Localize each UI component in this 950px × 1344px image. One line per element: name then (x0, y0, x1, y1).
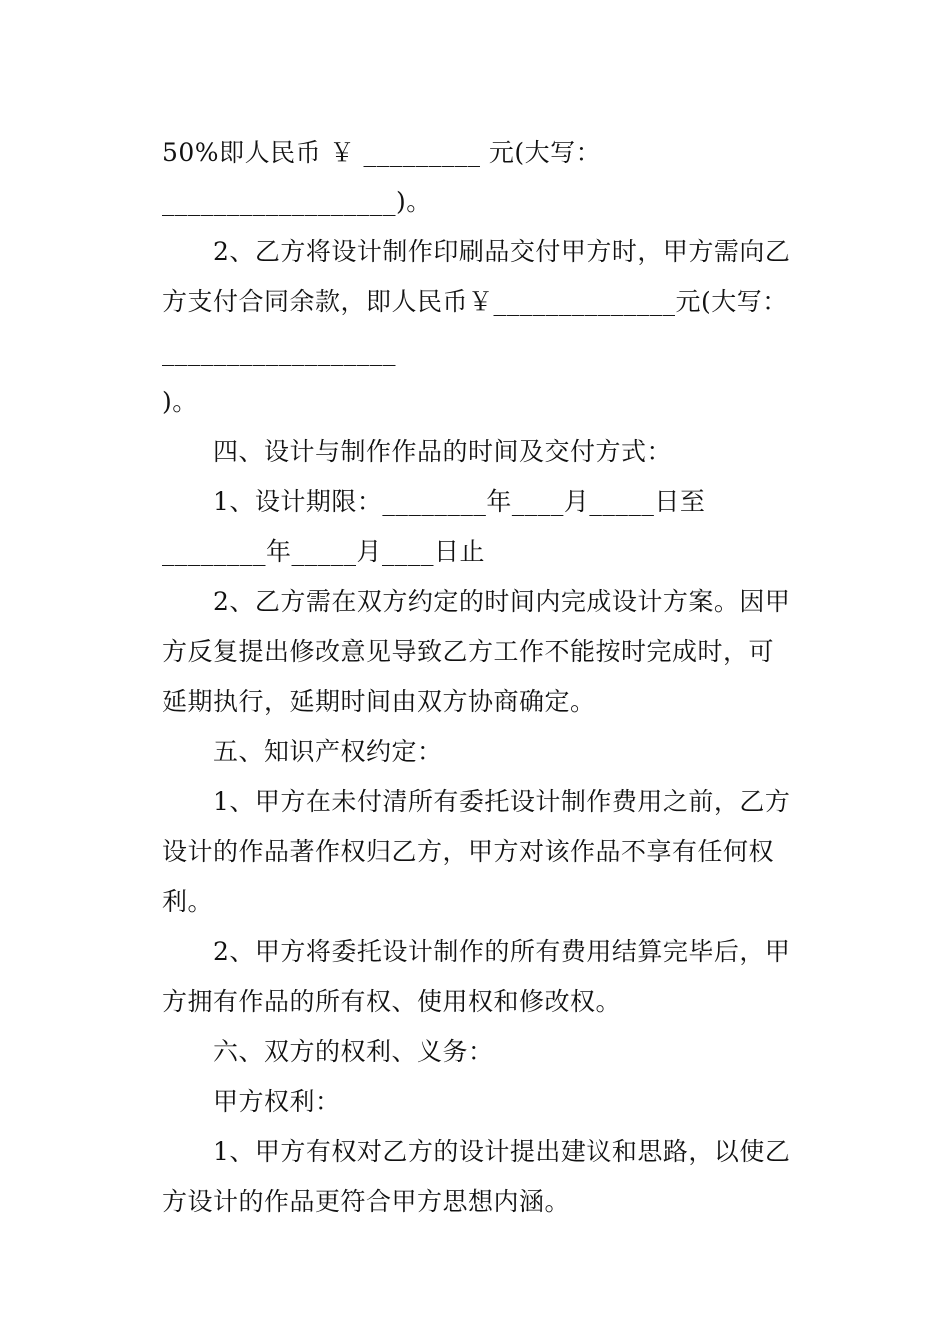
text-line-payment-50pct: 50%即人民币 ￥ _________ 元(大写： (162, 138, 602, 167)
text-line-amount-words-2: __________________ (162, 337, 396, 366)
text-line-clause-5-1b: 设计的作品著作权归乙方，甲方对该作品不享有任何权 (162, 837, 775, 866)
text-line-rights-1a: 1、甲方有权对乙方的设计提出建议和思路，以使乙 (213, 1137, 791, 1166)
text-line-close-paren: )。 (162, 387, 198, 416)
text-line-clause-4-2b: 方反复提出修改意见导致乙方工作不能按时完成时，可 (162, 637, 775, 666)
text-line-design-period-a: 1、设计期限：________年____月_____日至 (213, 487, 706, 516)
section-heading-4: 四、设计与制作作品的时间及交付方式： (213, 437, 673, 466)
text-line-clause-4-2a: 2、乙方需在双方约定的时间内完成设计方案。因甲 (213, 587, 791, 616)
text-line-clause-4-2c: 延期执行，延期时间由双方协商确定。 (162, 687, 596, 716)
text-line-clause-5-1a: 1、甲方在未付清所有委托设计制作费用之前，乙方 (213, 787, 791, 816)
text-line-amount-words-1: __________________)。 (162, 187, 432, 216)
section-heading-5: 五、知识产权约定： (213, 737, 443, 766)
text-line-clause-5-2b: 方拥有作品的所有权、使用权和修改权。 (162, 987, 622, 1016)
section-heading-6: 六、双方的权利、义务： (213, 1037, 494, 1066)
text-line-clause-3-2b: 方支付合同余款，即人民币￥______________元(大写： (162, 287, 788, 316)
subheading-party-a-rights: 甲方权利： (213, 1087, 341, 1116)
text-line-clause-5-1c: 利。 (162, 887, 214, 916)
text-line-clause-3-2a: 2、乙方将设计制作印刷品交付甲方时，甲方需向乙 (213, 237, 791, 266)
text-line-clause-5-2a: 2、甲方将委托设计制作的所有费用结算完毕后，甲 (213, 937, 791, 966)
text-line-design-period-b: ________年_____月____日止 (162, 537, 486, 566)
text-line-rights-1b: 方设计的作品更符合甲方思想内涵。 (162, 1187, 571, 1216)
